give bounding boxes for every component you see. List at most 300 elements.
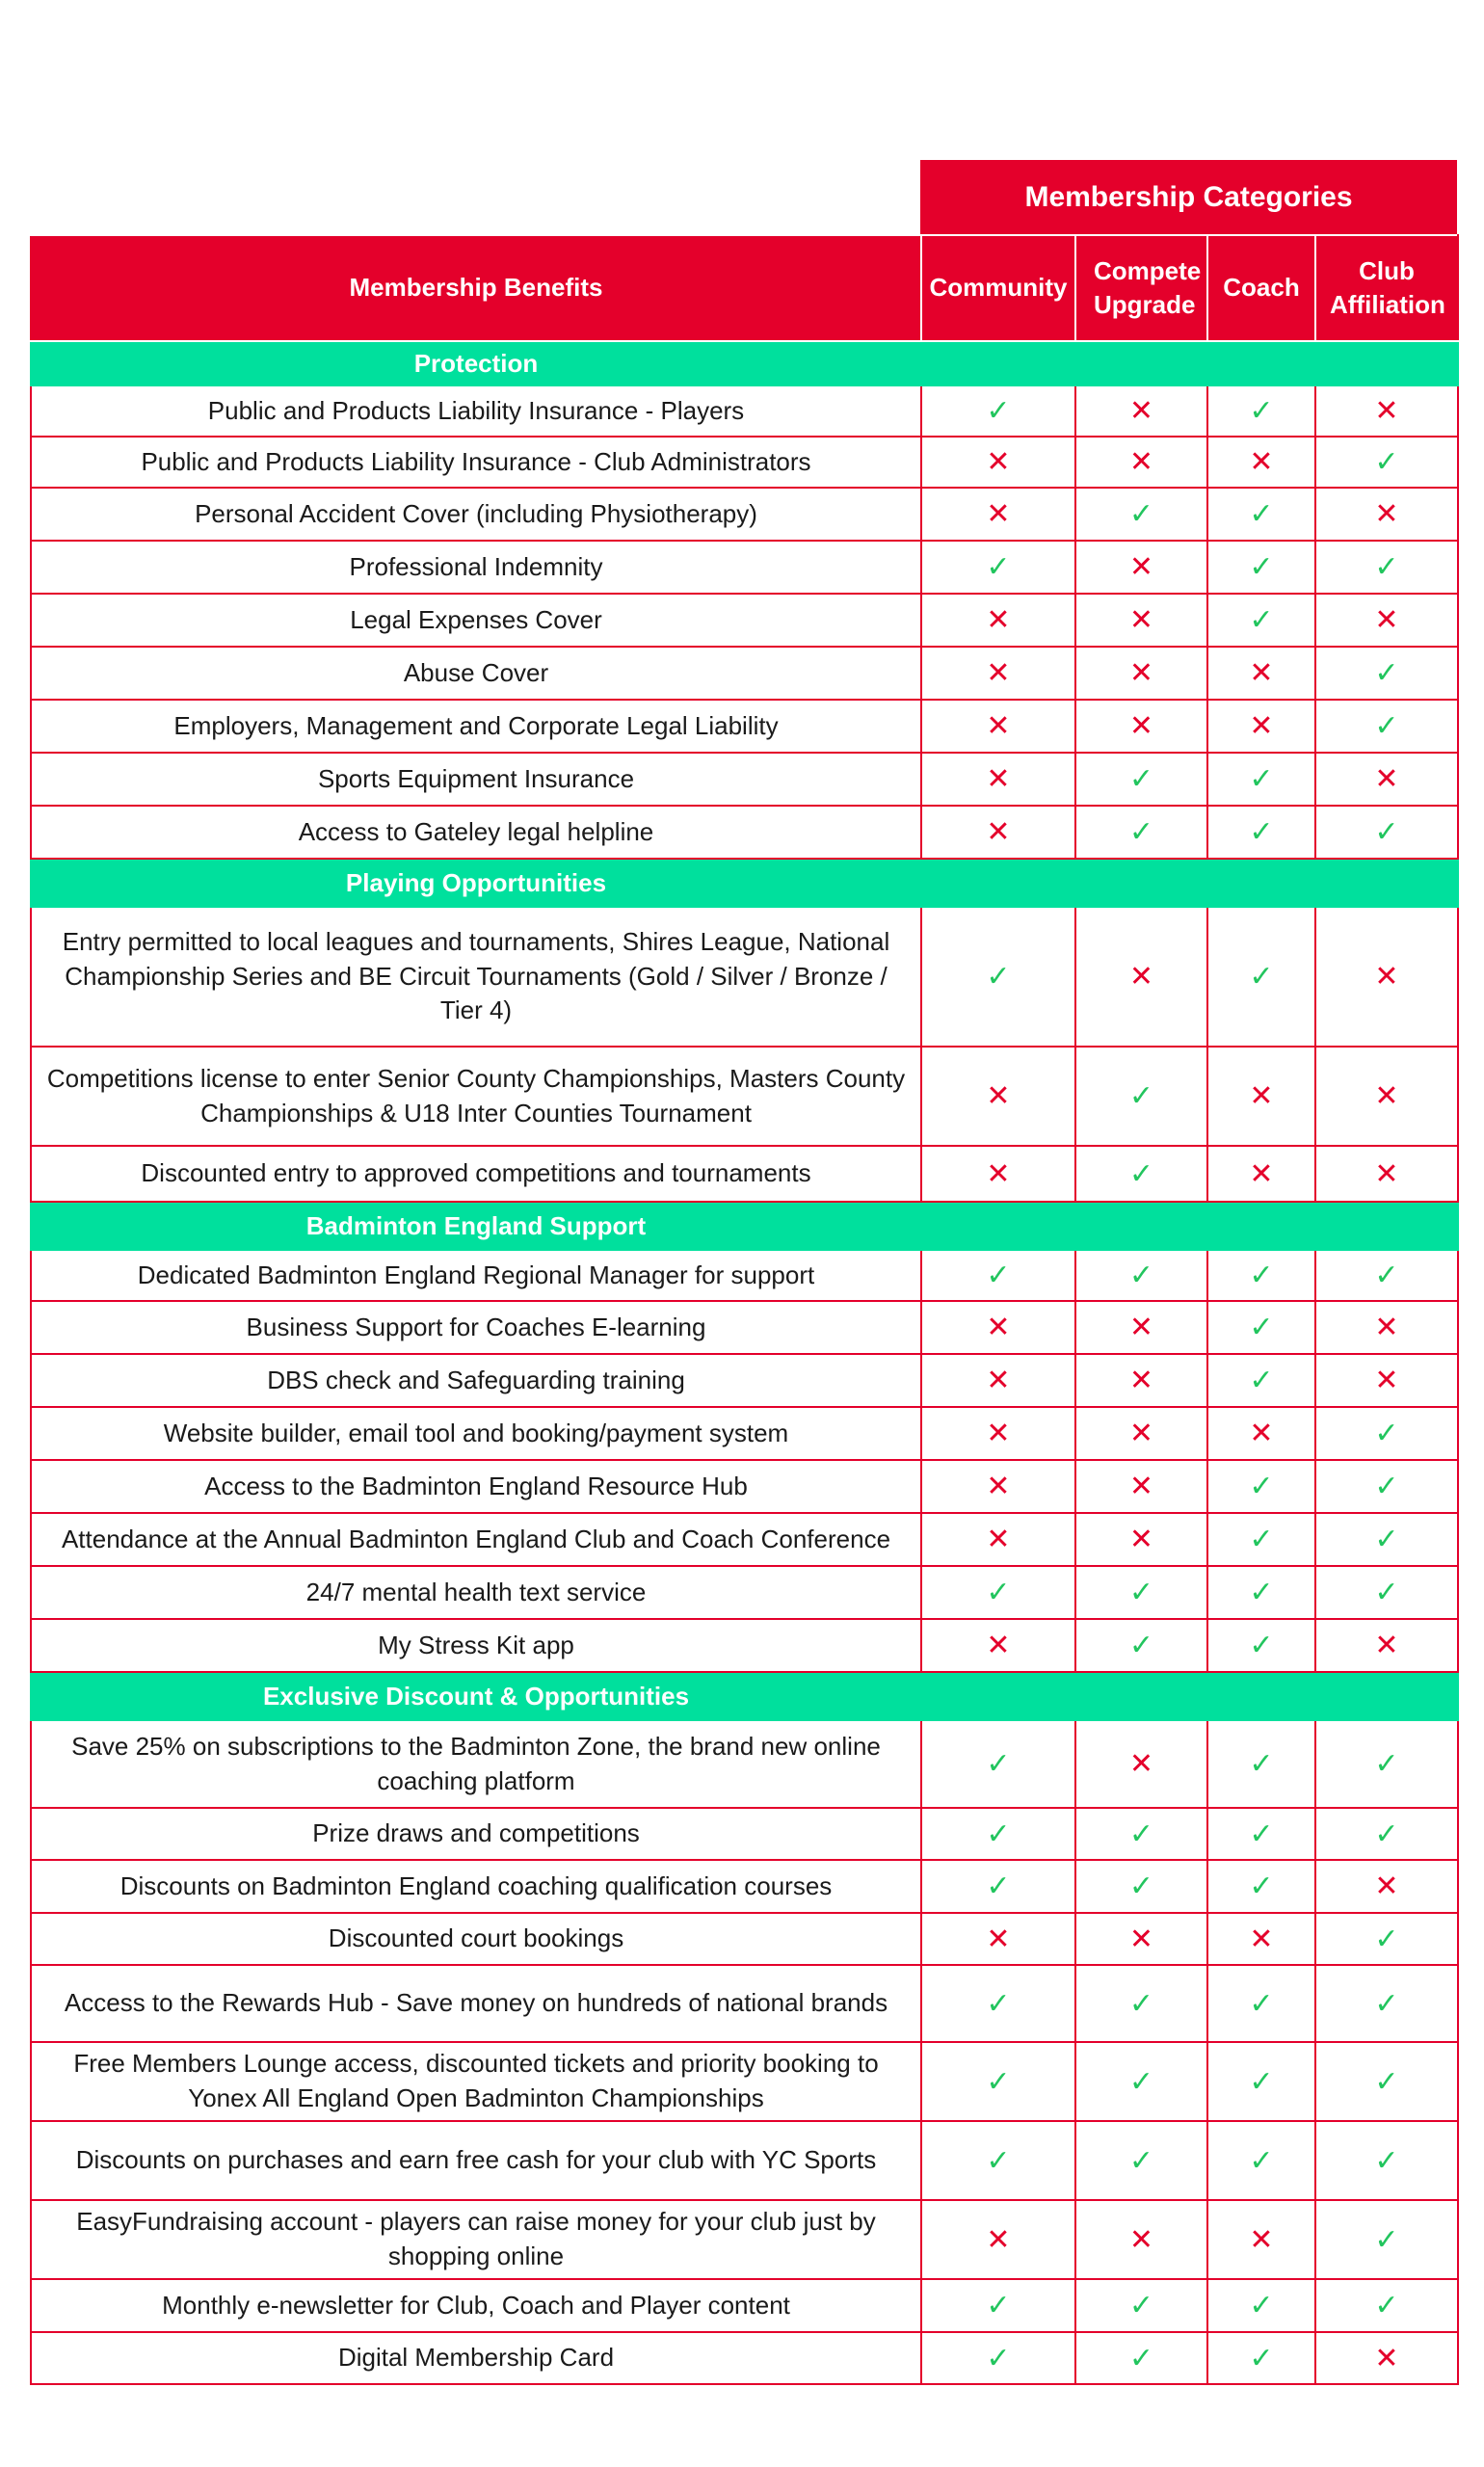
cross-icon: ✕ (986, 498, 1011, 530)
benefit-cell (1315, 1965, 1458, 2042)
section-filler-cell (1207, 1202, 1315, 1250)
table-row (31, 1146, 1458, 1202)
benefit-cell (1315, 594, 1458, 647)
benefit-cell (1207, 1720, 1315, 1808)
check-icon: ✓ (1249, 961, 1274, 993)
benefit-cell (921, 385, 1075, 437)
benefit-cell (1075, 2279, 1207, 2332)
benefit-cell (1207, 1407, 1315, 1460)
section-title: Protection (31, 341, 921, 385)
check-icon: ✓ (1249, 498, 1274, 530)
benefit-cell (1207, 1913, 1315, 1965)
check-icon: ✓ (986, 1987, 1011, 2020)
cross-icon: ✕ (986, 763, 1011, 795)
cross-icon: ✕ (1249, 2223, 1274, 2256)
benefit-cell (921, 2042, 1075, 2121)
table-row (31, 700, 1458, 753)
table-row (31, 1460, 1458, 1513)
benefit-cell (921, 753, 1075, 806)
benefit-cell (1207, 1250, 1315, 1301)
benefit-cell (1315, 1513, 1458, 1566)
benefit-cell (921, 1354, 1075, 1407)
benefit-cell (1207, 2121, 1315, 2200)
benefit-cell (921, 1146, 1075, 1202)
cross-icon: ✕ (1128, 1418, 1154, 1449)
benefit-cell (1315, 488, 1458, 541)
section-filler-cell (921, 341, 1075, 385)
cross-icon: ✕ (986, 2223, 1011, 2256)
cross-icon: ✕ (986, 446, 1011, 478)
benefit-cell (1207, 647, 1315, 700)
benefit-label: Prize draws and competitions (31, 1808, 921, 1860)
check-icon: ✓ (986, 1748, 1011, 1780)
column-club-affiliation: Club Affiliation (1315, 235, 1458, 341)
cross-icon: ✕ (986, 1471, 1011, 1502)
table-row (31, 1808, 1458, 1860)
benefit-cell (1075, 1250, 1207, 1301)
benefit-cell (921, 2200, 1075, 2279)
benefit-cell (1075, 1860, 1207, 1913)
section-filler-cell (1207, 341, 1315, 385)
check-icon: ✓ (1374, 2290, 1399, 2321)
benefit-cell (1315, 2042, 1458, 2121)
benefit-label: Personal Accident Cover (including Physiotherapy) (31, 488, 921, 541)
benefit-cell (921, 2121, 1075, 2200)
check-icon: ✓ (1374, 816, 1399, 848)
check-icon: ✓ (986, 1870, 1011, 1902)
cross-icon: ✕ (1374, 2342, 1399, 2374)
check-icon: ✓ (1249, 1260, 1274, 1291)
check-icon: ✓ (1374, 1418, 1399, 1449)
check-icon: ✓ (986, 1817, 1011, 1850)
column-coach: Coach (1207, 235, 1315, 341)
table-row (31, 541, 1458, 594)
benefit-cell (1075, 1301, 1207, 1354)
check-icon: ✓ (986, 2342, 1011, 2374)
benefit-label: Dedicated Badminton England Regional Manager for support (31, 1250, 921, 1301)
check-icon: ✓ (1249, 604, 1274, 636)
benefit-cell (921, 1720, 1075, 1808)
benefit-cell (1315, 1913, 1458, 1965)
check-icon: ✓ (1374, 1577, 1399, 1608)
benefit-label: My Stress Kit app (31, 1619, 921, 1672)
benefit-cell (1315, 806, 1458, 859)
benefit-cell (921, 2279, 1075, 2332)
benefit-cell (1075, 1354, 1207, 1407)
cross-icon: ✕ (1128, 395, 1154, 427)
table-row (31, 1250, 1458, 1301)
cross-icon: ✕ (1128, 2223, 1154, 2256)
benefit-cell (921, 700, 1075, 753)
cross-icon: ✕ (1128, 446, 1154, 478)
benefit-cell (1207, 1460, 1315, 1513)
benefit-label: Public and Products Liability Insurance - Club Administrators (31, 437, 921, 488)
table-row (31, 2121, 1458, 2200)
cross-icon: ✕ (986, 657, 1011, 689)
column-community: Community (921, 235, 1075, 341)
benefit-cell (1075, 1619, 1207, 1672)
benefit-cell (1207, 488, 1315, 541)
cross-icon: ✕ (1374, 1157, 1399, 1190)
cross-icon: ✕ (1249, 710, 1274, 742)
benefit-cell (1075, 1720, 1207, 1808)
check-icon: ✓ (1128, 1817, 1154, 1850)
cross-icon: ✕ (1374, 1365, 1399, 1396)
section-filler-cell (921, 859, 1075, 907)
cross-icon: ✕ (986, 1524, 1011, 1555)
check-icon: ✓ (1249, 816, 1274, 848)
cross-icon: ✕ (1374, 1870, 1399, 1902)
cross-icon: ✕ (986, 604, 1011, 636)
benefit-cell (1315, 647, 1458, 700)
benefit-cell (1315, 1808, 1458, 1860)
benefit-cell (1315, 1301, 1458, 1354)
cross-icon: ✕ (1374, 498, 1399, 530)
check-icon: ✓ (1374, 1987, 1399, 2020)
benefit-cell (921, 541, 1075, 594)
check-icon: ✓ (1128, 816, 1154, 848)
benefit-cell (1075, 1913, 1207, 1965)
benefit-cell (1315, 1619, 1458, 1672)
table-row (31, 1566, 1458, 1619)
benefit-cell (921, 907, 1075, 1047)
table-row (31, 1860, 1458, 1913)
benefit-cell (921, 1860, 1075, 1913)
check-icon: ✓ (1128, 2065, 1154, 2098)
table-row (31, 2332, 1458, 2384)
cross-icon: ✕ (1374, 1630, 1399, 1661)
benefit-cell (921, 1301, 1075, 1354)
benefit-label: Access to the Rewards Hub - Save money on hundreds of national brands (31, 1965, 921, 2042)
table-row (31, 1965, 1458, 2042)
benefit-label: Entry permitted to local leagues and tournaments, Shires League, National Championship Series and BE Circuit Tournaments (Gold / Silver / Bronze / Tier 4) (31, 907, 921, 1047)
check-icon: ✓ (986, 2290, 1011, 2321)
cross-icon: ✕ (1128, 1312, 1154, 1343)
check-icon: ✓ (1128, 2290, 1154, 2321)
table-row (31, 647, 1458, 700)
cross-icon: ✕ (1128, 1524, 1154, 1555)
benefit-cell (1075, 541, 1207, 594)
benefit-cell (1207, 1047, 1315, 1146)
table-row (31, 1619, 1458, 1672)
benefit-cell (1075, 753, 1207, 806)
section-filler-cell (1207, 859, 1315, 907)
table-row (31, 1301, 1458, 1354)
benefit-cell (1075, 647, 1207, 700)
benefit-cell (921, 1913, 1075, 1965)
benefit-cell (1075, 1566, 1207, 1619)
check-icon: ✓ (1374, 446, 1399, 478)
benefit-cell (921, 806, 1075, 859)
check-icon: ✓ (1249, 763, 1274, 795)
benefit-cell (1075, 907, 1207, 1047)
table-row (31, 2042, 1458, 2121)
benefit-cell (1207, 437, 1315, 488)
benefit-cell (1075, 1513, 1207, 1566)
benefit-label: DBS check and Safeguarding training (31, 1354, 921, 1407)
benefit-label: Abuse Cover (31, 647, 921, 700)
benefit-cell (1207, 753, 1315, 806)
benefit-cell (1315, 1860, 1458, 1913)
check-icon: ✓ (1128, 763, 1154, 795)
benefit-cell (1207, 1354, 1315, 1407)
benefit-cell (1075, 1047, 1207, 1146)
cross-icon: ✕ (1128, 1748, 1154, 1780)
benefit-cell (1075, 1407, 1207, 1460)
benefit-cell (1075, 1965, 1207, 2042)
benefit-label: Save 25% on subscriptions to the Badminton Zone, the brand new online coaching platform (31, 1720, 921, 1808)
check-icon: ✓ (1249, 2342, 1274, 2374)
benefit-cell (1207, 1301, 1315, 1354)
benefit-cell (1315, 1146, 1458, 1202)
benefit-cell (1075, 1460, 1207, 1513)
benefit-cell (921, 1513, 1075, 1566)
table-row (31, 1354, 1458, 1407)
benefit-cell (921, 1407, 1075, 1460)
cross-icon: ✕ (1128, 1923, 1154, 1955)
section-title: Playing Opportunities (31, 859, 921, 907)
benefit-label: Discounted court bookings (31, 1913, 921, 1965)
table-row (31, 806, 1458, 859)
benefit-cell (1315, 437, 1458, 488)
column-compete-upgrade: Compete Upgrade (1075, 235, 1207, 341)
benefit-cell (1207, 2279, 1315, 2332)
benefit-label: Digital Membership Card (31, 2332, 921, 2384)
check-icon: ✓ (1374, 1748, 1399, 1780)
section-title: Exclusive Discount & Opportunities (31, 1672, 921, 1720)
cross-icon: ✕ (1374, 1080, 1399, 1112)
benefit-cell (1207, 806, 1315, 859)
check-icon: ✓ (1249, 395, 1274, 427)
benefit-cell (1207, 1566, 1315, 1619)
section-filler-cell (1315, 859, 1458, 907)
benefit-cell (1207, 1965, 1315, 2042)
benefit-cell (1315, 2332, 1458, 2384)
check-icon: ✓ (1249, 1748, 1274, 1780)
benefit-label: Legal Expenses Cover (31, 594, 921, 647)
section-header-row (31, 1202, 1458, 1250)
check-icon: ✓ (1374, 1817, 1399, 1850)
benefit-label: Free Members Lounge access, discounted tickets and priority booking to Yonex All England Open Badminton Championships (31, 2042, 921, 2121)
benefit-cell (1207, 700, 1315, 753)
benefit-label: Discounts on purchases and earn free cash for your club with YC Sports (31, 2121, 921, 2200)
check-icon: ✓ (1128, 1080, 1154, 1112)
check-icon: ✓ (1249, 1577, 1274, 1608)
section-filler-cell (921, 1672, 1075, 1720)
benefit-cell (1075, 2332, 1207, 2384)
table-row (31, 907, 1458, 1047)
benefit-cell (1207, 1808, 1315, 1860)
benefit-cell (1207, 1619, 1315, 1672)
table-row (31, 594, 1458, 647)
cross-icon: ✕ (1128, 551, 1154, 583)
section-header-row (31, 341, 1458, 385)
benefit-cell (921, 594, 1075, 647)
benefit-cell (1075, 2042, 1207, 2121)
benefit-cell (1315, 2200, 1458, 2279)
cross-icon: ✕ (986, 1630, 1011, 1661)
section-filler-cell (921, 1202, 1075, 1250)
membership-benefits-heading: Membership Benefits (31, 235, 921, 341)
benefit-cell (1075, 385, 1207, 437)
check-icon: ✓ (1249, 1630, 1274, 1661)
benefit-label: Access to Gateley legal helpline (31, 806, 921, 859)
cross-icon: ✕ (986, 1365, 1011, 1396)
cross-icon: ✕ (986, 1157, 1011, 1190)
cross-icon: ✕ (986, 1923, 1011, 1955)
benefit-cell (921, 488, 1075, 541)
table-row (31, 1407, 1458, 1460)
check-icon: ✓ (1249, 2144, 1274, 2177)
benefit-cell (1207, 1860, 1315, 1913)
check-icon: ✓ (1128, 2342, 1154, 2374)
table-row (31, 1513, 1458, 1566)
benefit-cell (1315, 907, 1458, 1047)
benefit-cell (1315, 1566, 1458, 1619)
benefit-cell (1315, 1250, 1458, 1301)
cross-icon: ✕ (1374, 763, 1399, 795)
check-icon: ✓ (1128, 1987, 1154, 2020)
benefit-cell (1075, 1146, 1207, 1202)
check-icon: ✓ (986, 395, 1011, 427)
benefit-label: Discounted entry to approved competitions and tournaments (31, 1146, 921, 1202)
check-icon: ✓ (986, 551, 1011, 583)
check-icon: ✓ (1249, 2290, 1274, 2321)
section-filler-cell (1075, 1672, 1207, 1720)
benefit-cell (921, 2332, 1075, 2384)
cross-icon: ✕ (1374, 395, 1399, 427)
benefit-cell (921, 1808, 1075, 1860)
benefit-cell (1315, 385, 1458, 437)
benefit-cell (1315, 700, 1458, 753)
cross-icon: ✕ (1249, 446, 1274, 478)
cross-icon: ✕ (1249, 1418, 1274, 1449)
table-row (31, 1720, 1458, 1808)
check-icon: ✓ (1249, 1987, 1274, 2020)
benefit-label: Public and Products Liability Insurance - Players (31, 385, 921, 437)
section-header-row (31, 859, 1458, 907)
benefit-cell (1075, 700, 1207, 753)
cross-icon: ✕ (1249, 657, 1274, 689)
check-icon: ✓ (1374, 1260, 1399, 1291)
table-row (31, 753, 1458, 806)
check-icon: ✓ (1128, 498, 1154, 530)
benefit-cell (1075, 806, 1207, 859)
benefit-cell (1207, 907, 1315, 1047)
benefit-cell (1315, 1354, 1458, 1407)
benefit-cell (1207, 2200, 1315, 2279)
benefit-cell (1207, 541, 1315, 594)
benefit-cell (1315, 1407, 1458, 1460)
section-filler-cell (1315, 1672, 1458, 1720)
benefit-label: Sports Equipment Insurance (31, 753, 921, 806)
check-icon: ✓ (1249, 1817, 1274, 1850)
section-header-row (31, 1672, 1458, 1720)
cross-icon: ✕ (986, 816, 1011, 848)
check-icon: ✓ (1374, 1923, 1399, 1955)
table-row (31, 437, 1458, 488)
table-row (31, 1047, 1458, 1146)
section-title: Badminton England Support (31, 1202, 921, 1250)
table-row (31, 1913, 1458, 1965)
check-icon: ✓ (1128, 1260, 1154, 1291)
benefit-label: Employers, Management and Corporate Legal Liability (31, 700, 921, 753)
check-icon: ✓ (1249, 2065, 1274, 2098)
cross-icon: ✕ (986, 1080, 1011, 1112)
benefit-cell (1207, 1146, 1315, 1202)
check-icon: ✓ (1249, 1524, 1274, 1555)
benefit-cell (1075, 594, 1207, 647)
cross-icon: ✕ (986, 1418, 1011, 1449)
benefit-cell (1075, 488, 1207, 541)
benefit-cell (921, 1566, 1075, 1619)
check-icon: ✓ (1249, 1312, 1274, 1343)
benefit-cell (921, 1619, 1075, 1672)
benefit-cell (1315, 1720, 1458, 1808)
check-icon: ✓ (1128, 1577, 1154, 1608)
check-icon: ✓ (986, 2144, 1011, 2177)
benefit-cell (1315, 2279, 1458, 2332)
check-icon: ✓ (1374, 710, 1399, 742)
check-icon: ✓ (1374, 1471, 1399, 1502)
cross-icon: ✕ (1374, 961, 1399, 993)
benefit-cell (1207, 2332, 1315, 2384)
check-icon: ✓ (1249, 1870, 1274, 1902)
benefit-label: Discounts on Badminton England coaching qualification courses (31, 1860, 921, 1913)
benefit-cell (1075, 437, 1207, 488)
benefit-label: Business Support for Coaches E-learning (31, 1301, 921, 1354)
benefit-cell (1075, 2121, 1207, 2200)
cross-icon: ✕ (1128, 657, 1154, 689)
table-row (31, 385, 1458, 437)
check-icon: ✓ (1128, 1870, 1154, 1902)
section-filler-cell (1207, 1672, 1315, 1720)
benefit-label: Professional Indemnity (31, 541, 921, 594)
benefit-cell (1315, 2121, 1458, 2200)
check-icon: ✓ (1374, 2065, 1399, 2098)
benefit-cell (921, 1250, 1075, 1301)
check-icon: ✓ (986, 2065, 1011, 2098)
cross-icon: ✕ (1128, 961, 1154, 993)
benefit-cell (921, 1460, 1075, 1513)
check-icon: ✓ (1128, 1157, 1154, 1190)
cross-icon: ✕ (1374, 604, 1399, 636)
table-header-row (31, 235, 1458, 341)
benefit-label: Monthly e-newsletter for Club, Coach and Player content (31, 2279, 921, 2332)
benefit-label: Competitions license to enter Senior County Championships, Masters County Championships & U18 Inter Counties Tournament (31, 1047, 921, 1146)
cross-icon: ✕ (1128, 1471, 1154, 1502)
check-icon: ✓ (1374, 1524, 1399, 1555)
benefit-label: Access to the Badminton England Resource Hub (31, 1460, 921, 1513)
check-icon: ✓ (986, 1260, 1011, 1291)
check-icon: ✓ (1374, 2223, 1399, 2256)
benefit-cell (921, 1965, 1075, 2042)
benefit-label: EasyFundraising account - players can raise money for your club just by shopping online (31, 2200, 921, 2279)
benefit-cell (1315, 753, 1458, 806)
benefit-cell (1207, 594, 1315, 647)
benefit-label: Website builder, email tool and booking/payment system (31, 1407, 921, 1460)
check-icon: ✓ (986, 1577, 1011, 1608)
benefit-cell (1075, 1808, 1207, 1860)
benefit-cell (921, 1047, 1075, 1146)
check-icon: ✓ (986, 961, 1011, 993)
benefit-cell (1207, 385, 1315, 437)
cross-icon: ✕ (1128, 1365, 1154, 1396)
benefit-cell (1207, 1513, 1315, 1566)
benefit-cell (921, 437, 1075, 488)
cross-icon: ✕ (986, 710, 1011, 742)
membership-benefits-table (30, 234, 1459, 2385)
